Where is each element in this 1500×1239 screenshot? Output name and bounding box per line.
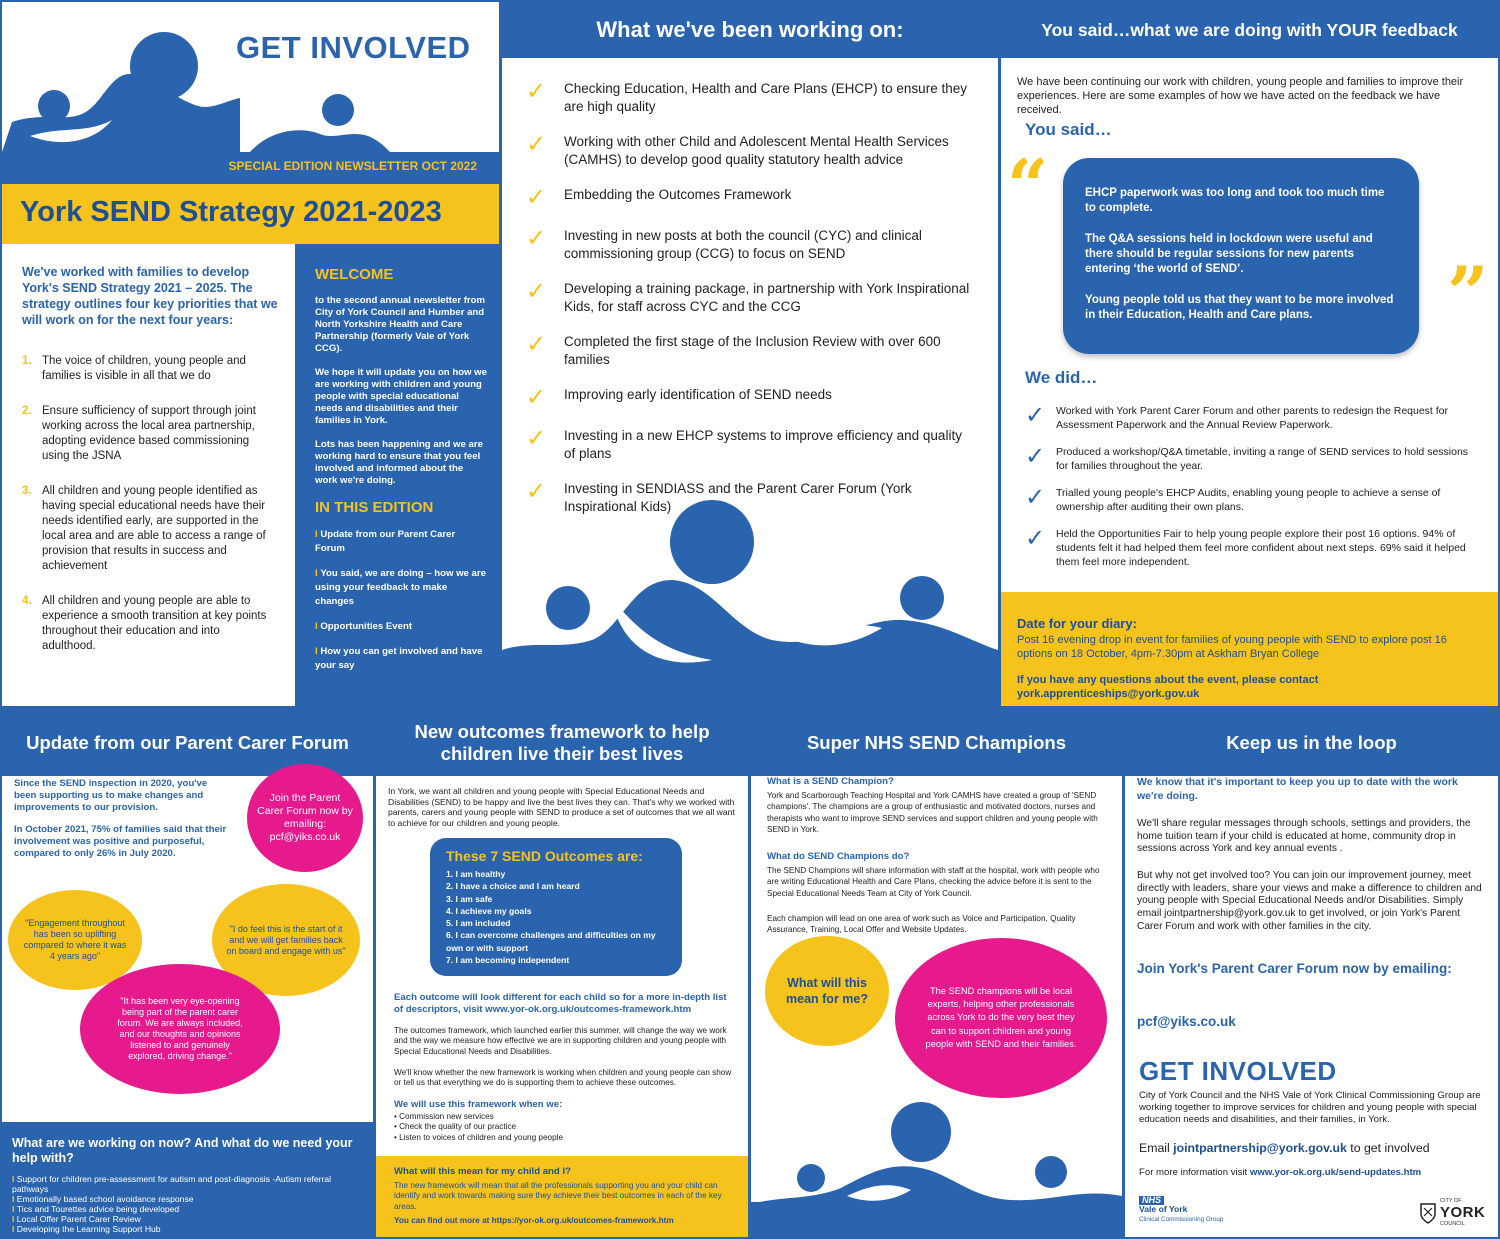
check-icon: ✓ xyxy=(526,131,547,158)
you-said-heading: You said… xyxy=(1025,120,1112,139)
list-item: 4. I achieve my goals xyxy=(446,905,532,916)
list-item: ✓ Produced a workshop/Q&A timetable, inviting a range of SEND services to hold sessions for families throughout the year. xyxy=(1025,443,1469,472)
list-item: 4. All children and young people are able to experience a smooth transition at key points throughout their education and into adulthood. xyxy=(22,595,267,652)
feedback-text: EHCP paperwork was too long and took too much time to complete. xyxy=(1085,187,1385,214)
list-item: • Commission new services xyxy=(394,1112,494,1121)
toc-item[interactable]: I Update from our Parent Carer Forum xyxy=(315,529,456,554)
intro-text: In York, we want all children and young people with Special Educational Needs and Disabilities (SEND) to be happy and live the best lives they can. That's why we worked with parents, carers and young people with SEND to produce a set of outcomes that we all want to achieve for our children and young people. xyxy=(388,786,735,828)
list-item: 7. I am becoming independent xyxy=(446,955,570,966)
list-item: 3. I am safe xyxy=(446,893,493,904)
working-on-panel xyxy=(502,2,998,706)
intro-text: We have been continuing our work with children, young people and families to improve their experiences. Here are some examples of how we have acted on the feedback we have received. xyxy=(1017,76,1464,116)
check-icon: ✓ xyxy=(1025,402,1046,429)
work-list xyxy=(526,80,976,533)
list-item: • Check the quality of our practice xyxy=(394,1122,517,1132)
list-item: 5. I am included xyxy=(446,918,511,929)
forum-text: In October 2021, 75% of families said that their involvement was positive and purposeful, compared to only 26% in July 2020. xyxy=(14,824,227,859)
list-item: ✓ Worked with York Parent Carer Forum and other parents to redesign the Request for Assessment Paperwork and the Annual Review Paperwork. xyxy=(1025,402,1449,431)
welcome-text: Lots has been happening and we are working hard to ensure that you feel involved and informed about the work we're doing. xyxy=(315,439,483,486)
quote-close-icon: ” xyxy=(1447,250,1489,335)
list-item: ✓ Investing in a new EHCP systems to improve efficiency and quality of plans xyxy=(526,425,962,461)
list-item: ✓ Checking Education, Health and Care Plans (EHCP) to ensure they are high quality xyxy=(526,78,967,114)
body-text: We'll know whether the new framework is working when children and young people can show or tell us that everything we do is supporting them to achieve these outcomes. xyxy=(394,1068,732,1088)
list-item: 3. All children and young people identified as having special educational needs have their needs identified early, are supported in the local area and are able to access a range of provision that results in success and achievement xyxy=(22,485,266,572)
list-item: ✓ Trialled young people's EHCP Audits, enabling young people to achieve a sense of ownership after auditing their own plans. xyxy=(1025,484,1441,513)
list-item: 1. I am healthy xyxy=(446,869,506,879)
check-icon: ✓ xyxy=(526,225,547,252)
york-council-logo: CITY OF YORK COUNCIL xyxy=(1419,1198,1485,1227)
email-link[interactable]: jointpartnership@york.gov.uk xyxy=(1173,1141,1347,1155)
get-involved-heading: GET INVOLVED xyxy=(1139,1056,1337,1086)
panel-heading: You said…what we are doing with YOUR feedback xyxy=(1001,2,1498,58)
diary-box xyxy=(1001,592,1498,706)
list-item: ✓ Investing in new posts at both the council (CYC) and clinical commissioning group (CCG) to focus on SEND xyxy=(526,225,922,261)
children-illustration-icon xyxy=(751,1092,1122,1237)
quote-bubble: "I do feel this is the start of it and we will get families back on board and engage with us" xyxy=(212,884,360,996)
feedback-text: The Q&A sessions held in lockdown were useful and there should be regular sessions for new parents entering ‘the world of SEND’. xyxy=(1085,233,1373,275)
toc-item[interactable]: I Opportunities Event xyxy=(315,621,413,632)
list-item: • Listen to voices of children and young people xyxy=(394,1132,564,1142)
welcome-text: We hope it will update you on how we are working with children and young people with special educational needs and disabilities and their families in York. xyxy=(315,367,487,426)
priorities-list xyxy=(22,354,268,674)
check-icon: ✓ xyxy=(526,331,547,358)
children-logo-icon xyxy=(2,2,242,152)
answer-bubble: The SEND champions will be local experts, helping other professionals across York to do the very best they can to support children and young people with SEND and their families. xyxy=(895,938,1107,1098)
outcomes-panel xyxy=(376,710,748,1237)
quote-open-icon: “ xyxy=(1007,143,1049,228)
info-link[interactable]: www.yor-ok.org.uk/send-updates.htm xyxy=(1249,1167,1422,1178)
newsletter-title: York SEND Strategy 2021-2023 xyxy=(20,196,442,228)
check-icon: ✓ xyxy=(526,278,547,305)
check-icon: ✓ xyxy=(526,478,547,505)
nhs-logo: NHS Vale of York Clinical Commissioning Group xyxy=(1139,1195,1224,1223)
panel-heading: New outcomes framework to help children live their best lives xyxy=(376,710,748,776)
outcomes-box xyxy=(430,838,682,976)
child-small-icon xyxy=(250,90,390,152)
outcomes-heading: These 7 SEND Outcomes are: xyxy=(446,848,643,864)
check-icon: ✓ xyxy=(526,425,547,452)
join-forum-heading: Join York's Parent Carer Forum now by emailing: xyxy=(1137,961,1452,976)
forum-email-link[interactable]: pcf@yiks.co.uk xyxy=(1137,1014,1236,1029)
edition-label: SPECIAL EDITION NEWSLETTER OCT 2022 xyxy=(228,159,477,173)
check-icon: ✓ xyxy=(1025,525,1046,552)
champion-answer: The SEND Champions will share information with staff at the hospital, work with people who are writing Educational Health and Care Plans, checking the advice before it is sent to the Special Educational Needs Team at City of York Council. xyxy=(767,866,1100,898)
list-item: I Emotionally based school avoidance response xyxy=(12,1194,194,1204)
list-item: 2. Ensure sufficiency of support through joint working across the local area partnership, adopting evidence based commissioning using the JSNA xyxy=(22,405,256,462)
check-icon: ✓ xyxy=(1025,484,1046,511)
list-item: ✓ Developing a training package, in partnership with York Inspirational Kids, for staff across CYC and the CCG xyxy=(526,278,970,314)
info-line: For more information visit www.yor-ok.org.uk/send-updates.htm xyxy=(1139,1167,1422,1178)
cover-panel xyxy=(2,2,499,706)
working-now-heading: What are we working on now? And what do we need your help with? xyxy=(12,1136,353,1165)
diary-heading: Date for your diary: xyxy=(1017,616,1137,631)
body-text: The outcomes framework, which launched earlier this summer, will change the way we work and the way we measure how effective we are in supporting children and young people with Special Educational Needs and Disabilities. xyxy=(394,1026,727,1056)
edition-heading: IN THIS EDITION xyxy=(315,499,434,516)
loop-text: We'll share regular messages through schools, settings and providers, the home tuition team if your child is educated at home, community drop in sessions across York and key annual events . xyxy=(1137,818,1471,855)
diary-text: Post 16 evening drop in event for families of young people with SEND to explore post 16 options on 18 October, 4pm-7.30pm at Askham Bryan College xyxy=(1017,634,1447,660)
mean-box xyxy=(376,1156,748,1237)
get-involved-title: GET INVOLVED xyxy=(236,30,471,65)
list-item: ✓ Completed the first stage of the Inclusion Review with over 600 families xyxy=(526,331,941,367)
list-item: ✓ Investing in SENDIASS and the Parent Carer Forum (York Inspirational Kids) xyxy=(526,478,912,514)
toc-item[interactable]: I How you can get involved and have your say xyxy=(315,646,483,671)
mean-text: The new framework will mean that all the professionals supporting you and your child can identify and work towards making sure they achieve their best outcomes in each of the key areas. xyxy=(394,1181,722,1211)
toc-item[interactable]: I You said, we are doing – how we are using your feedback to make changes xyxy=(315,568,486,607)
use-heading: We will use this framework when we: xyxy=(394,1099,563,1110)
strategy-intro: We've worked with families to develop York's SEND Strategy 2021 – 2025. The strategy outlines four key priorities that we will work on for the next four years: xyxy=(22,265,278,327)
list-item: I Developing the Learning Support Hub xyxy=(12,1224,161,1234)
list-item: I Support for children pre-assessment for autism and post-diagnosis -Autism referral pathways xyxy=(12,1174,332,1194)
title-bar xyxy=(2,184,499,244)
york-crest-icon xyxy=(1419,1202,1437,1224)
loop-text: We know that it's important to keep you up to date with the work we're doing. xyxy=(1137,776,1458,802)
question-bubble: What will this mean for me? xyxy=(765,936,889,1046)
list-item: 1. The voice of children, young people and families is visible in all that we do xyxy=(22,355,246,382)
check-icon: ✓ xyxy=(526,78,547,105)
check-icon: ✓ xyxy=(526,184,547,211)
champions-panel xyxy=(751,710,1122,1237)
panel-heading: Update from our Parent Carer Forum xyxy=(2,710,373,776)
partnership-text: City of York Council and the NHS Vale of York Clinical Commissioning Group are working together to improve services for children and young people with special education needs and disabilities, and their families, in York. xyxy=(1139,1090,1481,1126)
feedback-bubble xyxy=(1063,158,1419,354)
forum-text: Since the SEND inspection in 2020, you've been supporting us to make changes and improvements to our provision. xyxy=(14,778,208,813)
champion-answer: Each champion will lead on one area of work such as Voice and Participation, Quality Assurance, Training, Local Offer and Website Updates. xyxy=(767,914,1076,935)
welcome-sidebar xyxy=(295,244,499,706)
you-said-panel xyxy=(1001,2,1498,706)
list-item: ✓ Improving early identification of SEND needs xyxy=(526,384,832,411)
list-item: 6. I can overcome challenges and difficulties on my own or with support xyxy=(446,930,656,953)
loop-text: But why not get involved too? You can join our improvement journey, meet directly with leaders, share your views and make a difference to children and young people with Special Educational Needs and/or Disabilities. Simply email jointpartnership@york.gov.uk to get involved, or join York's Parent Carer Forum and work with other families in the city. xyxy=(1137,870,1482,932)
keep-in-loop-panel xyxy=(1125,710,1498,1237)
champion-question: What is a SEND Champion? xyxy=(767,776,894,787)
welcome-text: to the second annual newsletter from City of York Council and Humber and North Yorkshire Health and Care Partnership (formerly Vale of York CCG). xyxy=(315,295,486,354)
champion-question: What do SEND Champions do? xyxy=(767,851,910,862)
parent-carer-panel xyxy=(2,710,373,1237)
diary-contact[interactable]: If you have any questions about the event, please contact york.apprenticeships@york.gov.uk xyxy=(1017,674,1319,700)
descriptors-link[interactable]: Each outcome will look different for each child so for a more in-depth list of descriptors, visit www.yor-ok.org.uk/outcomes-framework.htm xyxy=(394,992,727,1015)
join-forum-bubble: Join the Parent Carer Forum now by emailing: pcf@yiks.co.uk xyxy=(247,764,363,872)
email-line: Email jointpartnership@york.gov.uk to get involved xyxy=(1139,1141,1430,1155)
list-item: I Tics and Tourettes advice being developed xyxy=(12,1204,180,1214)
check-icon: ✓ xyxy=(1025,443,1046,470)
quote-bubble: "Engagement throughout has been so uplifting compared to where it was 4 years ago" xyxy=(8,890,142,990)
champion-answer: York and Scarborough Teaching Hospital and York CAMHS have created a group of 'SEND champions'. The champions are a group of enthusiastic and motivated doctors, nurses and therapists who want to improve SEND services and support children and young people with SEND in York. xyxy=(767,791,1098,835)
check-icon: ✓ xyxy=(526,384,547,411)
feedback-text: Young people told us that they want to be more involved in their Education, Health and Care plans. xyxy=(1085,294,1394,321)
list-item: ✓ Embedding the Outcomes Framework xyxy=(526,184,792,211)
working-now-box xyxy=(2,1122,373,1237)
we-did-heading: We did… xyxy=(1025,368,1098,387)
welcome-heading: WELCOME xyxy=(315,266,394,283)
list-item: ✓ Held the Opportunities Fair to help young people explore their post 16 options. 94% of students felt it had helped them feel more confident about next steps. 69% said it helped them feel more independent. xyxy=(1025,525,1466,568)
panel-heading: Super NHS SEND Champions xyxy=(751,710,1122,776)
list-item: 2. I have a choice and I am heard xyxy=(446,881,580,892)
mean-heading: What will this mean for my child and I? xyxy=(394,1166,571,1177)
children-illustration-icon xyxy=(502,500,998,706)
actions-list xyxy=(1025,404,1475,582)
panel-heading: What we've been working on: xyxy=(502,2,998,58)
find-out-more-link[interactable]: You can find out more at https://yor-ok.org.uk/outcomes-framework.htm xyxy=(394,1216,674,1226)
nhs-logo-icon: NHS xyxy=(1139,1196,1164,1205)
list-item: ✓ Working with other Child and Adolescent Mental Health Services (CAMHS) to develop good quality statutory health advice xyxy=(526,131,949,167)
panel-heading: Keep us in the loop xyxy=(1125,710,1498,776)
list-item: I Local Offer Parent Carer Review xyxy=(12,1214,141,1224)
uses-list xyxy=(394,1112,563,1143)
quote-bubble: "It has been very eye-opening being part of the parent carer forum. We are always included, and our thoughts and opinions listened to and genuinely explored, driving change." xyxy=(80,964,280,1094)
